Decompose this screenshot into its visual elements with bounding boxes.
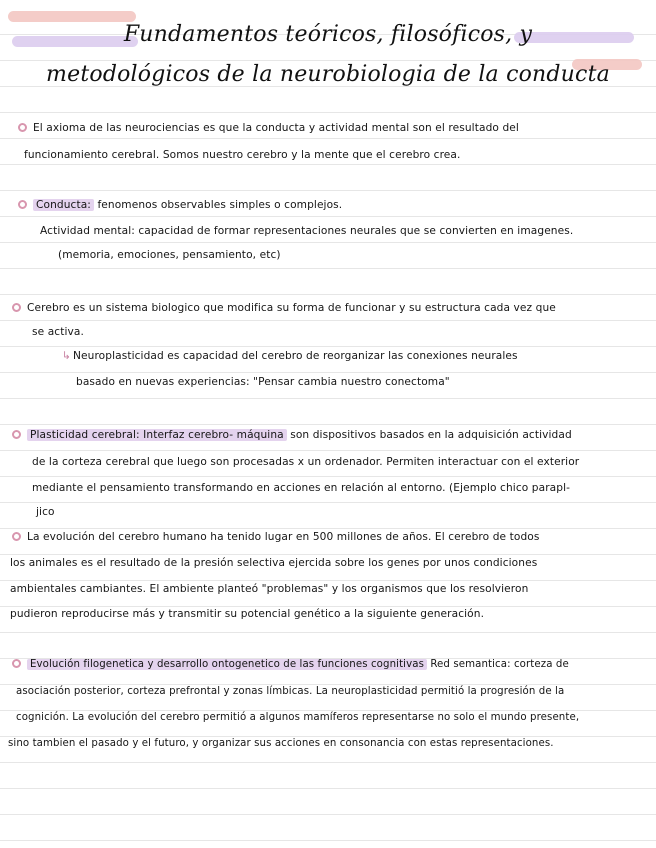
section-2-line-1 — [18, 198, 342, 212]
section-5-line-3: ambientales cambiantes. El ambiente planteó "problemas" y los organismos que los resolvieron — [10, 583, 529, 595]
curved-arrow-icon: ↳ — [62, 350, 71, 362]
term-conducta: Conducta: — [33, 199, 94, 211]
section-3-line-3 — [62, 349, 518, 363]
section-3-line-4: basado en nuevas experiencias: "Pensar cambia nuestro conectoma" — [76, 376, 450, 388]
pink-circle-bullet-icon — [12, 430, 21, 439]
section-6-line-3: cognición. La evolución del cerebro permitió a algunos mamíferos representarse no solo el mundo presente, — [16, 712, 580, 723]
section-5-line-1 — [12, 530, 539, 544]
paragraph-text: Neuroplasticidad es capacidad del cerebro de reorganizar las conexiones neurales — [72, 350, 518, 362]
section-4-line-3: mediante el pensamiento transformando en acciones en relación al entorno. (Ejemplo chico parapl- — [32, 482, 571, 494]
section-5-line-2: los animales es el resultado de la presión selectiva ejercida sobre los genes por unos condiciones — [10, 557, 538, 569]
section-6-line-1 — [12, 658, 569, 672]
section-6-line-4: sino tambien el pasado y el futuro, y organizar sus acciones en consonancia con estas representaciones. — [8, 738, 554, 749]
section-3-line-2: se activa. — [32, 326, 84, 338]
section-1-line-2: funcionamiento cerebral. Somos nuestro cerebro y la mente que el cerebro crea. — [24, 149, 461, 161]
section-5-line-4: pudieron reproducirse más y transmitir su potencial genético a la siguiente generación. — [10, 608, 485, 620]
section-4-line-2: de la corteza cerebral que luego son procesadas x un ordenador. Permiten interactuar con el exterior — [32, 456, 580, 468]
term-evolucion: Evolución filogenetica y desarrollo ontogenetico de las funciones cognitivas — [27, 659, 427, 670]
title-line-1: Fundamentos teóricos, filosóficos, y — [123, 22, 533, 47]
pink-circle-bullet-icon — [12, 303, 21, 312]
pink-circle-bullet-icon — [12, 532, 21, 541]
term-plasticidad: Plasticidad cerebral: Interfaz cerebro- máquina — [27, 429, 287, 441]
section-3-line-1 — [12, 301, 556, 315]
paragraph-text: son dispositivos basados en la adquisición actividad — [290, 429, 572, 441]
section-4-line-4: jico — [36, 506, 55, 518]
pink-circle-bullet-icon — [12, 659, 21, 668]
section-4-line-1 — [12, 428, 572, 442]
pink-circle-bullet-icon — [18, 123, 27, 132]
section-6-line-2: asociación posterior, corteza prefrontal y zonas límbicas. La neuroplasticidad permitió la progresión de la — [16, 686, 565, 697]
section-1-line-1 — [18, 121, 519, 135]
paragraph-text: El axioma de las neurociencias es que la conducta y actividad mental son el resultado del — [33, 122, 519, 134]
pink-circle-bullet-icon — [18, 200, 27, 209]
paragraph-text: Red semantica: corteza de — [430, 659, 569, 670]
pink-stroke-top-left — [8, 11, 136, 22]
paragraph-text: fenomenos observables simples o complejos. — [97, 199, 343, 211]
paragraph-text: Cerebro es un sistema biologico que modifica su forma de funcionar y su estructura cada vez que — [27, 302, 556, 314]
section-2-line-3: (memoria, emociones, pensamiento, etc) — [58, 249, 281, 261]
section-2-line-2: Actividad mental: capacidad de formar representaciones neurales que se convierten en imagenes. — [40, 225, 574, 237]
paragraph-text: La evolución del cerebro humano ha tenido lugar en 500 millones de años. El cerebro de todos — [27, 531, 540, 543]
title-line-2: metodológicos de la neurobiologia de la conducta — [46, 62, 610, 87]
